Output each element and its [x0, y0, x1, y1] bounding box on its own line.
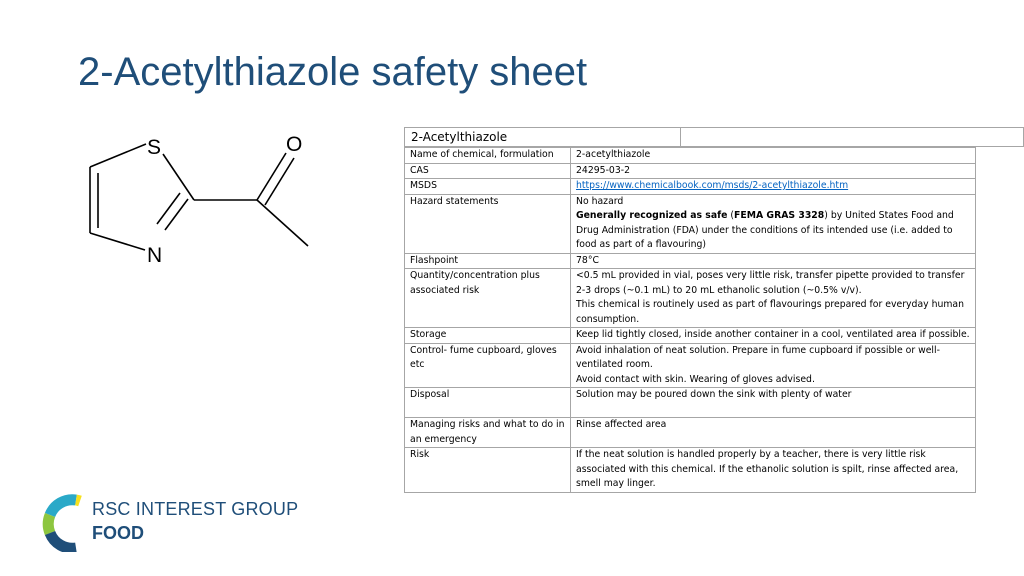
safety-data-table: [404, 147, 976, 493]
table-row: [405, 328, 976, 344]
page-title: 2-Acetylthiazole safety sheet: [78, 50, 588, 94]
c-logo-icon: [48, 500, 80, 549]
table-row: [405, 163, 976, 179]
row-label: MSDS: [405, 179, 571, 195]
row-label: Flashpoint: [405, 253, 571, 269]
atom-oxygen: O: [286, 133, 303, 156]
bond-c4-n: [90, 233, 145, 250]
control-line: Avoid inhalation of neat solution. Prepare in fume cupboard if possible or well-ventilated room.: [576, 344, 940, 370]
table-header-title: 2-Acetylthiazole: [405, 128, 681, 146]
table-header-empty-cell: [681, 128, 1023, 146]
table-header: [404, 127, 1024, 147]
table-row: [405, 418, 976, 448]
hazard-line: No hazard: [576, 195, 624, 207]
bond-c5-s: [90, 144, 146, 167]
fema-bold: FEMA GRAS 3328: [734, 210, 825, 221]
table-row: [405, 253, 976, 269]
table-row: [405, 388, 976, 418]
row-value: If the neat solution is handled properly by a teacher, there is very little risk associated with this chemical. If the ethanolic solution is spilt, rinse affected area, smell may linger.: [571, 448, 976, 493]
bonds: [90, 144, 308, 250]
logo-text-group: RSC INTEREST GROUP: [92, 499, 299, 519]
row-label: Control- fume cupboard, gloves etc: [405, 343, 571, 388]
row-label: Quantity/concentration plus associated risk: [405, 269, 571, 328]
row-label: Storage: [405, 328, 571, 344]
msds-link[interactable]: https://www.chemicalbook.com/msds/2-acetylthiazole.htm: [576, 180, 849, 191]
quantity-line: <0.5 mL provided in vial, poses very little risk, transfer pipette provided to transfer 2-3 drops (~0.1 mL) to 20 mL ethanolic solution (~0.5% v/v).: [576, 270, 965, 296]
row-label: Risk: [405, 448, 571, 493]
row-label: Name of chemical, formulation: [405, 148, 571, 164]
row-value: Keep lid tightly closed, inside another container in a cool, ventilated area if possible.: [571, 328, 976, 344]
row-value: [571, 269, 976, 328]
row-value: [571, 194, 976, 253]
atom-nitrogen: N: [147, 244, 163, 267]
hazard-detail: [576, 209, 970, 253]
gras-bold: Generally recognized as safe: [576, 210, 728, 221]
row-value: 2-acetylthiazole: [571, 148, 976, 164]
bond-n-c2: [165, 199, 188, 230]
logo-text-food: FOOD: [92, 523, 144, 543]
table-row: [405, 269, 976, 328]
control-line: Avoid contact with skin. Wearing of gloves advised.: [576, 373, 815, 385]
row-label: Disposal: [405, 388, 571, 418]
row-label: CAS: [405, 163, 571, 179]
table-row: [405, 179, 976, 195]
row-value: 24295-03-2: [571, 163, 976, 179]
row-label: Hazard statements: [405, 194, 571, 253]
row-value: [571, 179, 976, 195]
bond-carbonyl-methyl: [257, 200, 308, 246]
hazard-rest: ) by United States Food and Drug Administration (FDA) under the conditions of its intended use (i.e. added to food as part of a flavouring): [576, 210, 954, 250]
paren-open: (: [727, 210, 735, 221]
row-value: Rinse affected area: [571, 418, 976, 448]
atom-sulfur: S: [147, 136, 162, 159]
bond-n-c2-double: [157, 193, 180, 224]
table-row: [405, 148, 976, 164]
structure-diagram: [60, 120, 340, 280]
table-row: [405, 343, 976, 388]
row-value: [571, 343, 976, 388]
row-value: 78°C: [571, 253, 976, 269]
bond-s-c2: [163, 154, 194, 200]
table-row: [405, 194, 976, 253]
quantity-line: This chemical is routinely used as part of flavourings prepared for everyday human consumption.: [576, 299, 965, 325]
table-row: [405, 448, 976, 493]
row-label: Managing risks and what to do in an emergency: [405, 418, 571, 448]
row-value: Solution may be poured down the sink with plenty of water: [571, 388, 976, 418]
